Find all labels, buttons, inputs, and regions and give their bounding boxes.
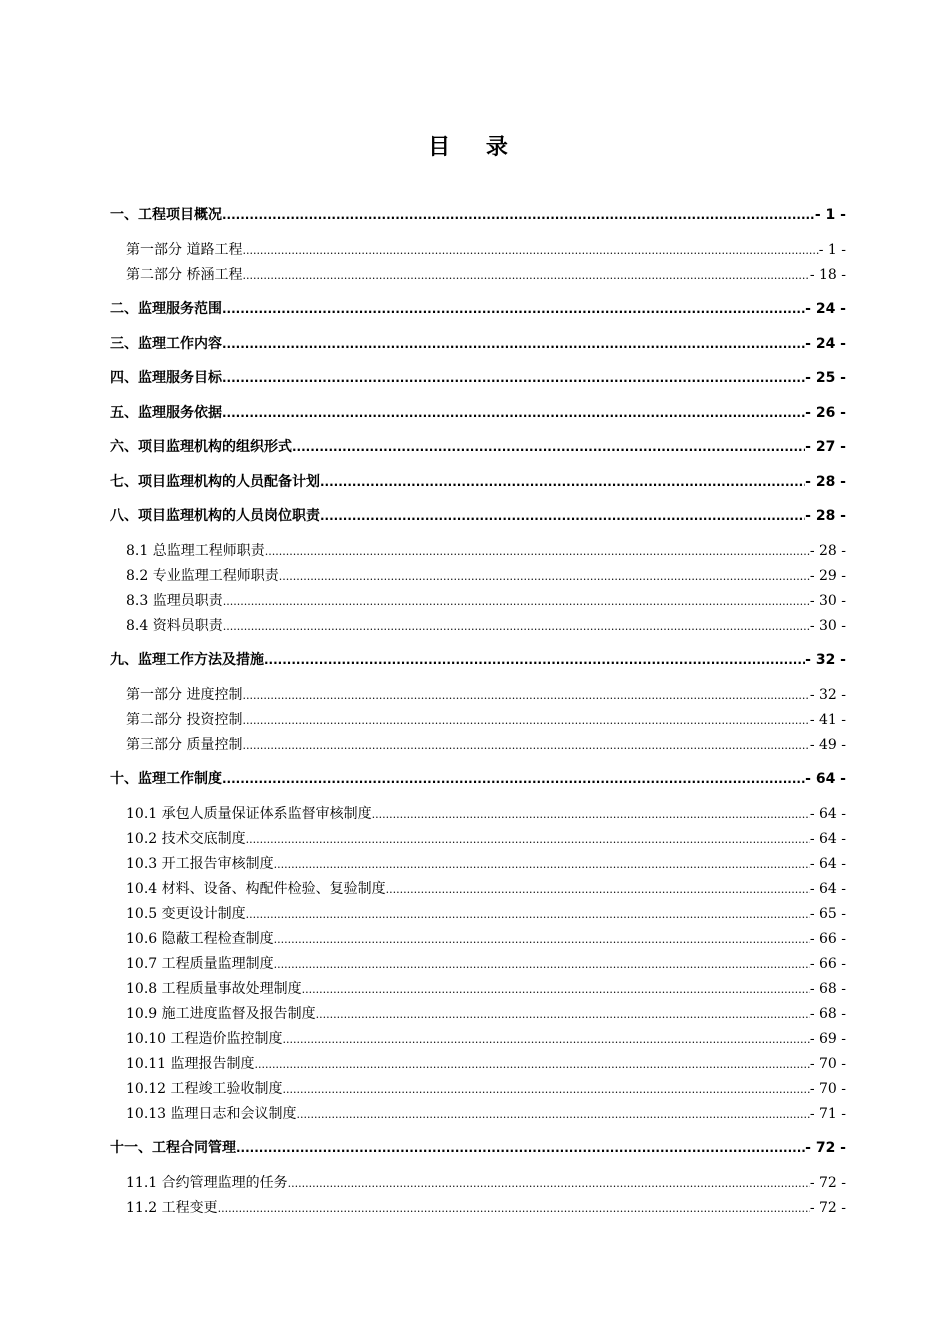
toc-entry-label: 8.2 专业监理工程师职责	[126, 567, 279, 584]
toc-entry-label: 10.4 材料、设备、构配件检验、复验制度	[126, 880, 386, 897]
toc-entry-label: 11.2 工程变更	[126, 1199, 218, 1216]
toc-chapter-entry[interactable]	[110, 203, 846, 228]
toc-page-number: - 24 -	[805, 301, 846, 317]
toc-section-entry[interactable]	[110, 952, 846, 977]
toc-section-entry[interactable]	[110, 1102, 846, 1127]
toc-chapter-entry[interactable]	[110, 297, 846, 322]
page-title: 目 录	[428, 134, 522, 160]
toc-entry-label: 第三部分 质量控制	[126, 736, 243, 753]
toc-entry-label: 10.2 技术交底制度	[126, 830, 246, 847]
toc-page-number: - 64 -	[809, 805, 846, 822]
toc-page-number: - 1 -	[814, 207, 846, 223]
dot-leader	[274, 952, 810, 977]
dot-leader	[320, 470, 805, 495]
dot-leader	[236, 1136, 805, 1161]
toc-page-number: - 65 -	[809, 905, 846, 922]
toc-entry-label: 10.9 施工进度监督及报告制度	[126, 1005, 316, 1022]
toc-entry-label: 第二部分 桥涵工程	[126, 266, 243, 283]
dot-leader	[242, 238, 818, 263]
dot-leader	[222, 297, 805, 322]
toc-entry-label: 一、工程项目概况	[110, 207, 222, 223]
toc-page-number: - 28 -	[809, 542, 846, 559]
toc-chapter-entry[interactable]	[110, 366, 846, 391]
dot-leader	[386, 877, 810, 902]
dot-leader	[242, 683, 809, 708]
toc-chapter-entry[interactable]	[110, 332, 846, 357]
toc-entry-label: 10.7 工程质量监理制度	[126, 955, 274, 972]
toc-page-number: - 70 -	[809, 1080, 846, 1097]
dot-leader	[222, 401, 805, 426]
dot-leader	[316, 1002, 810, 1027]
dot-leader	[279, 564, 810, 589]
toc-section-entry[interactable]	[110, 733, 846, 758]
toc-section-entry[interactable]	[110, 877, 846, 902]
toc-entry-label: 三、监理工作内容	[110, 335, 222, 352]
toc-entry-label: 五、监理服务依据	[110, 404, 222, 421]
toc-section-entry[interactable]	[110, 1196, 846, 1221]
toc-section-entry[interactable]	[110, 852, 846, 877]
toc-entry-label: 10.5 变更设计制度	[126, 905, 246, 922]
dot-leader	[223, 614, 810, 639]
dot-leader	[264, 648, 805, 673]
toc-entry-label: 8.1 总监理工程师职责	[126, 542, 265, 559]
dot-leader	[222, 332, 805, 357]
toc-section-entry[interactable]	[110, 902, 846, 927]
toc-section-entry[interactable]	[110, 564, 846, 589]
toc-chapter-entry[interactable]	[110, 767, 846, 792]
toc-page-number: - 27 -	[805, 439, 846, 455]
toc-page-number: - 69 -	[809, 1030, 846, 1047]
toc-page-number: - 18 -	[809, 266, 846, 283]
toc-page-number: - 64 -	[809, 855, 846, 872]
toc-entry-label: 10.6 隐蔽工程检查制度	[126, 930, 274, 947]
dot-leader	[274, 852, 810, 877]
toc-chapter-entry[interactable]	[110, 1136, 846, 1161]
toc-page-number: - 30 -	[809, 592, 846, 609]
toc-section-entry[interactable]	[110, 614, 846, 639]
toc-entry-label: 第一部分 进度控制	[126, 686, 243, 703]
dot-leader	[222, 767, 805, 792]
toc-page-number: - 71 -	[809, 1105, 846, 1122]
dot-leader	[223, 589, 810, 614]
toc-entry-label: 10.8 工程质量事故处理制度	[126, 980, 302, 997]
toc-chapter-entry[interactable]	[110, 470, 846, 495]
toc-section-entry[interactable]	[110, 263, 846, 288]
toc-page-number: - 64 -	[809, 830, 846, 847]
toc-section-entry[interactable]	[110, 589, 846, 614]
table-of-contents	[110, 203, 846, 1221]
toc-entry-label: 8.4 资料员职责	[126, 617, 223, 634]
dot-leader	[283, 1027, 810, 1052]
dot-leader	[372, 802, 810, 827]
dot-leader	[288, 1171, 810, 1196]
toc-page-number: - 32 -	[805, 652, 846, 668]
dot-leader	[246, 827, 810, 852]
toc-entry-label: 10.12 工程竣工验收制度	[126, 1080, 283, 1097]
dot-leader	[302, 977, 810, 1002]
toc-entry-label: 四、监理服务目标	[110, 370, 222, 386]
toc-chapter-entry[interactable]	[110, 401, 846, 426]
toc-section-entry[interactable]	[110, 683, 846, 708]
toc-entry-label: 七、项目监理机构的人员配备计划	[110, 473, 320, 490]
toc-page-number: - 28 -	[805, 508, 846, 524]
toc-entry-label: 10.13 监理日志和会议制度	[126, 1105, 297, 1122]
toc-page-number: - 64 -	[809, 880, 846, 897]
toc-page-number: - 72 -	[809, 1174, 846, 1191]
toc-section-entry[interactable]	[110, 1027, 846, 1052]
toc-entry-label: 第一部分 道路工程	[126, 241, 243, 258]
dot-leader	[242, 708, 809, 733]
toc-page-number: - 30 -	[809, 617, 846, 634]
dot-leader	[242, 263, 809, 288]
toc-section-entry[interactable]	[110, 1052, 846, 1077]
toc-section-entry[interactable]	[110, 238, 846, 263]
dot-leader	[283, 1077, 810, 1102]
dot-leader	[292, 435, 805, 460]
toc-page-number: - 28 -	[805, 473, 846, 490]
toc-entry-label: 十、监理工作制度	[110, 771, 222, 787]
toc-page-number: - 1 -	[818, 241, 846, 258]
toc-chapter-entry[interactable]	[110, 504, 846, 529]
toc-page-number: - 25 -	[805, 370, 846, 386]
toc-section-entry[interactable]	[110, 539, 846, 564]
toc-section-entry[interactable]	[110, 1077, 846, 1102]
toc-page-number: - 72 -	[809, 1199, 846, 1216]
toc-page-number: - 41 -	[809, 711, 846, 728]
toc-entry-label: 10.11 监理报告制度	[126, 1055, 255, 1072]
toc-entry-label: 十一、工程合同管理	[110, 1140, 236, 1156]
dot-leader	[297, 1102, 810, 1127]
toc-entry-label: 10.1 承包人质量保证体系监督审核制度	[126, 805, 372, 822]
toc-entry-label: 二、监理服务范围	[110, 301, 222, 317]
toc-entry-label: 九、监理工作方法及措施	[110, 652, 264, 668]
toc-page-number: - 49 -	[809, 736, 846, 753]
dot-leader	[242, 733, 809, 758]
dot-leader	[274, 927, 810, 952]
toc-entry-label: 10.3 开工报告审核制度	[126, 855, 274, 872]
toc-entry-label: 11.1 合约管理监理的任务	[126, 1174, 288, 1191]
toc-section-entry[interactable]	[110, 927, 846, 952]
toc-section-entry[interactable]	[110, 708, 846, 733]
dot-leader	[218, 1196, 810, 1221]
toc-page-number: - 72 -	[805, 1140, 846, 1156]
toc-chapter-entry[interactable]	[110, 648, 846, 673]
toc-section-entry[interactable]	[110, 802, 846, 827]
toc-page-number: - 26 -	[805, 404, 846, 421]
dot-leader	[222, 366, 805, 391]
toc-entry-label: 六、项目监理机构的组织形式	[110, 439, 292, 455]
toc-section-entry[interactable]	[110, 1171, 846, 1196]
toc-section-entry[interactable]	[110, 827, 846, 852]
toc-page-number: - 24 -	[805, 335, 846, 352]
toc-section-entry[interactable]	[110, 1002, 846, 1027]
toc-entry-label: 第二部分 投资控制	[126, 711, 243, 728]
toc-page-number: - 70 -	[809, 1055, 846, 1072]
dot-leader	[255, 1052, 810, 1077]
toc-page-number: - 29 -	[809, 567, 846, 584]
toc-page-number: - 64 -	[805, 771, 846, 787]
dot-leader	[320, 504, 805, 529]
toc-chapter-entry[interactable]	[110, 435, 846, 460]
dot-leader	[222, 203, 815, 228]
toc-page-number: - 68 -	[809, 1005, 846, 1022]
toc-page-number: - 68 -	[809, 980, 846, 997]
dot-leader	[265, 539, 810, 564]
toc-page-number: - 66 -	[809, 930, 846, 947]
toc-page-number: - 66 -	[809, 955, 846, 972]
toc-entry-label: 10.10 工程造价监控制度	[126, 1030, 283, 1047]
toc-entry-label: 8.3 监理员职责	[126, 592, 223, 609]
dot-leader	[246, 902, 810, 927]
toc-section-entry[interactable]	[110, 977, 846, 1002]
toc-page-number: - 32 -	[809, 686, 846, 703]
toc-entry-label: 八、项目监理机构的人员岗位职责	[110, 508, 320, 524]
